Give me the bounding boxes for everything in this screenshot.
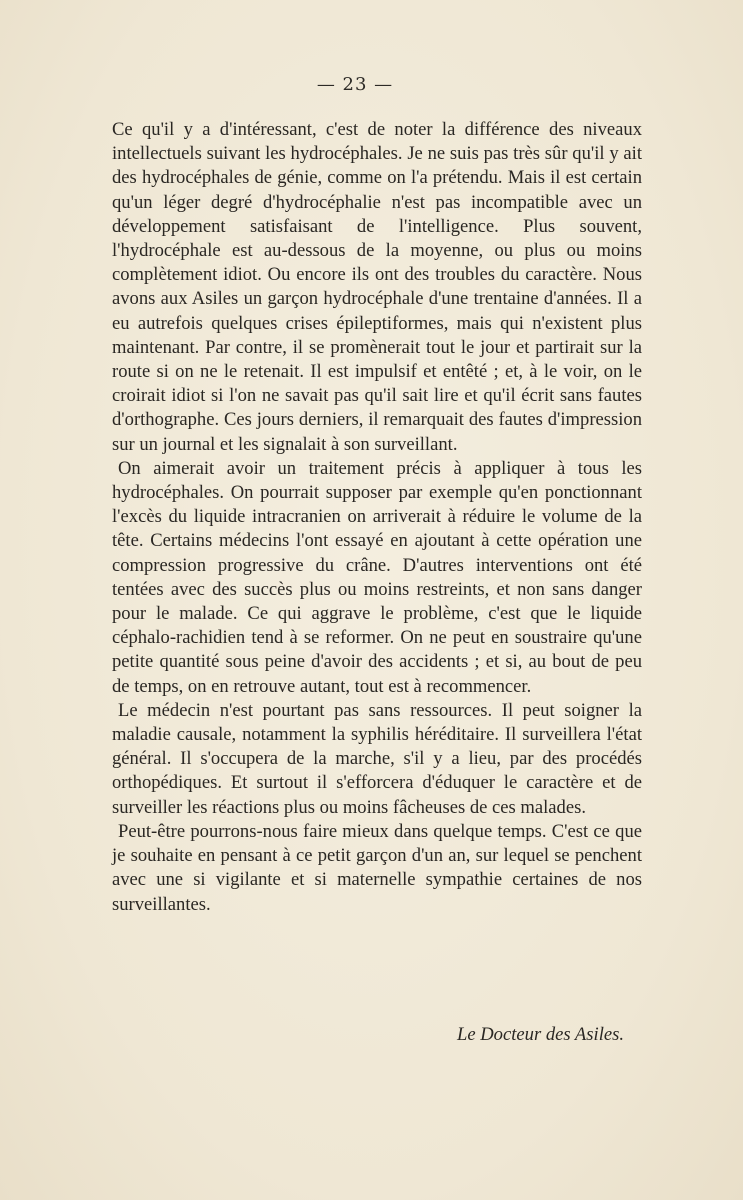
paragraph-2: On aimerait avoir un traitement précis à appliquer à tous les hydrocéphales. On pourrait supposer par exemple qu'en ponctionnant l'excès du liquide intracranien on arriverait à réduire le volume de la tête. Certains médecins l'ont essayé en ajoutant à cette opération une compression progressive du crâne. D'autres interventions ont été tentées avec des succès plus ou moins restreints, et non sans danger pour le malade. Ce qui aggrave le problème, c'est que le liquide céphalo-rachidien tend à se reformer. On ne peut en soustraire qu'une petite quantité sous peine d'avoir des accidents ; et si, au bout de peu de temps, on en retrouve autant, tout est à recommencer. (112, 457, 642, 697)
paragraph-4: Peut-être pourrons-nous faire mieux dans quelque temps. C'est ce que je souhaite en pensant à ce petit garçon d'un an, sur lequel se penchent avec une si vigilante et si maternelle sympathie certaines de nos surveillantes. (112, 820, 642, 915)
page-number: — 23 — (316, 74, 394, 95)
paragraph-3: Le médecin n'est pourtant pas sans ressources. Il peut soigner la maladie causale, notamment la syphilis héréditaire. Il surveillera l'état général. Il s'occupera de la marche, s'il y a lieu, par des procédés orthopédiques. Et surtout il s'efforcera d'éduquer le caractère et de surveiller les réactions plus ou moins fâcheuses de ces malades. (112, 699, 642, 818)
paragraph-1: Ce qu'il y a d'intéressant, c'est de noter la différence des niveaux intellectuels suivant les hydrocéphales. Je ne suis pas très sûr qu'il y ait des hydrocéphales de génie, comme on l'a prétendu. Mais il est certain qu'un léger degré d'hydrocéphalie n'est pas incompatible avec un développement satisfaisant de l'intelligence. Plus souvent, l'hydrocéphale est au-dessous de la moyenne, ou plus ou moins complètement idiot. Ou encore ils ont des troubles du caractère. Nous avons aux Asiles un garçon hydrocéphale d'une trentaine d'années. Il a eu autrefois quelques crises épileptiformes, mais qui n'existent plus maintenant. Par contre, il se promènerait tout le jour et partirait sur la route si on ne le retenait. Il est impulsif et entêté ; et, à le voir, on le croirait idiot si l'on ne savait pas qu'il sait lire et qu'il écrit sans fautes d'orthographe. Ces jours derniers, il remarquait des fautes d'impression sur un journal et les signalait à son surveillant. (112, 119, 642, 455)
body-text (112, 118, 642, 917)
signature: Le Docteur des Asiles. (457, 1024, 624, 1045)
